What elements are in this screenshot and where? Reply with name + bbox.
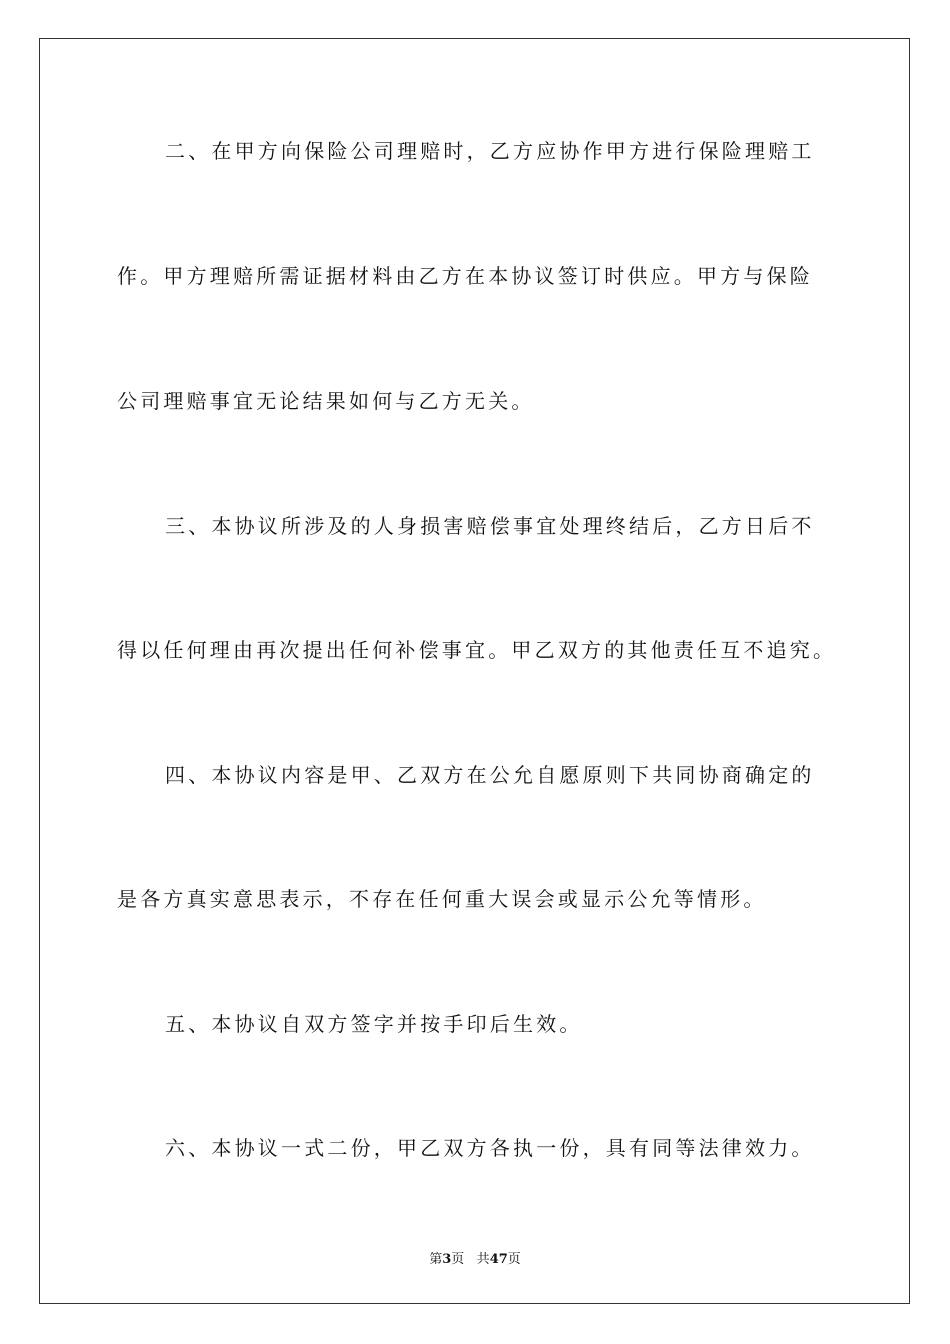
paragraph-2-line-2: 作。甲方理赔所需证据材料由乙方在本协议签订时供应。甲方与保险 bbox=[117, 264, 813, 288]
total-prefix: 共 bbox=[476, 1252, 490, 1267]
total-suffix: 页 bbox=[507, 1252, 521, 1267]
paragraph-2-line-1: 二、在甲方向保险公司理赔时，乙方应协作甲方进行保险理赔工 bbox=[165, 139, 815, 163]
paragraph-5-line-1: 五、本协议自双方签字并按手印后生效。 bbox=[165, 1012, 583, 1036]
total-pages: 47 bbox=[489, 1252, 508, 1267]
page-frame bbox=[39, 38, 910, 1304]
paragraph-2-line-3: 公司理赔事宜无论结果如何与乙方无关。 bbox=[117, 389, 535, 413]
page-number: 3 bbox=[442, 1252, 452, 1267]
paragraph-6-line-1: 六、本协议一式二份，甲乙双方各执一份，具有同等法律效力。 bbox=[165, 1136, 815, 1160]
paragraph-4-line-2: 是各方真实意思表示，不存在任何重大误会或显示公允等情形。 bbox=[117, 887, 767, 911]
paragraph-4-line-1: 四、本协议内容是甲、乙双方在公允自愿原则下共同协商确定的 bbox=[165, 763, 815, 787]
paragraph-3-line-1: 三、本协议所涉及的人身损害赔偿事宜处理终结后，乙方日后不 bbox=[165, 514, 815, 538]
page-suffix: 页 bbox=[451, 1252, 465, 1267]
page-prefix: 第 bbox=[429, 1252, 443, 1267]
paragraph-3-line-2: 得以任何理由再次提出任何补偿事宜。甲乙双方的其他责任互不追究。 bbox=[117, 638, 837, 662]
page-footer bbox=[0, 1248, 950, 1267]
